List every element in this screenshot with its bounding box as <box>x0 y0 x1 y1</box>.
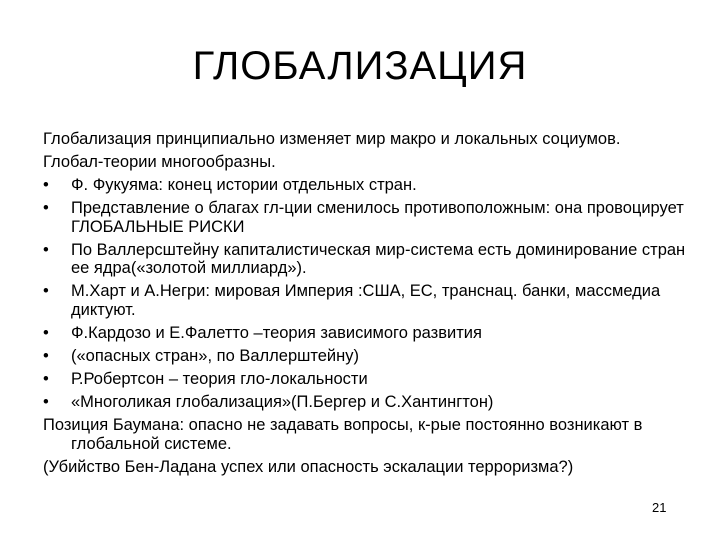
bullet-item <box>43 347 693 366</box>
bullet-text: Р.Робертсон – теория гло-локальности <box>71 369 368 388</box>
bullet-item <box>43 324 693 343</box>
bullet-item <box>43 241 693 279</box>
paragraph-question: (Убийство Бен-Ладана успех или опасность эскалации терроризма?) <box>43 457 574 476</box>
bullet-icon: • <box>43 369 49 388</box>
bullet-icon: • <box>43 392 49 411</box>
bullet-text: («опасных стран», по Валлерштейну) <box>71 347 359 366</box>
bullet-item <box>43 370 693 389</box>
bullet-item <box>43 199 693 237</box>
bullet-icon: • <box>43 198 49 217</box>
page-number: 21 <box>652 500 667 515</box>
bullet-text: Ф.Кардозо и Е.Фалетто –теория зависимого развития <box>71 324 482 343</box>
bullet-icon: • <box>43 175 49 194</box>
bullet-icon: • <box>43 240 49 259</box>
paragraph-theories: Глобал-теории многообразны. <box>43 152 276 171</box>
bullet-text: «Многоликая глобализация»(П.Бергер и С.Хантингтон) <box>71 392 494 411</box>
slide-body <box>43 130 693 481</box>
bullet-text: По Валлерсштейну капиталистическая мир-система есть доминирование стран ее ядра(«золотой миллиард»). <box>71 240 686 278</box>
slide-title: ГЛОБАЛИЗАЦИЯ <box>192 44 528 88</box>
bullet-text: Представление о благах гл-ции сменилось противоположным: она провоцирует ГЛОБАЛЬНЫЕ РИСКИ <box>71 198 684 236</box>
bullet-icon: • <box>43 324 49 343</box>
bullet-text: Ф. Фукуяма: конец истории отдельных стран. <box>71 175 417 194</box>
bullet-icon: • <box>43 347 49 366</box>
bullet-item <box>43 176 693 195</box>
bullet-item <box>43 282 693 320</box>
paragraph-bauman: Позиция Баумана: опасно не задавать вопросы, к-рые постоянно возникают в глобальной системе. <box>43 415 643 453</box>
bullet-icon: • <box>43 282 49 301</box>
paragraph-intro: Глобализация принципиально изменяет мир макро и локальных социумов. <box>43 130 621 148</box>
bullet-item <box>43 393 693 412</box>
bullet-text: М.Харт и А.Негри: мировая Империя :США, ЕС, транснац. банки, массмедиа диктуют. <box>71 282 661 320</box>
